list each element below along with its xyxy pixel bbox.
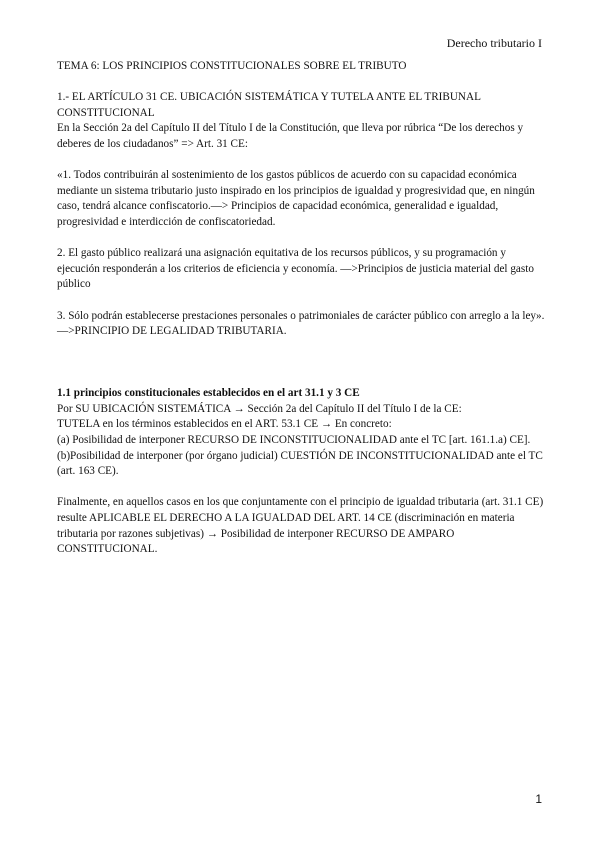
document-title: TEMA 6: LOS PRINCIPIOS CONSTITUCIONALES SOBRE EL TRIBUTO bbox=[57, 60, 407, 72]
tutela-line: TUTELA en los términos establecidos en el ART. 53.1 CE → En concreto: bbox=[57, 418, 392, 431]
page-number: 1 bbox=[535, 792, 542, 806]
section-1-1-heading: 1.1 principios constitucionales establecidos en el art 31.1 y 3 CE bbox=[57, 387, 360, 400]
document-body bbox=[57, 59, 547, 558]
list-item-a: (a) Posibilidad de interponer RECURSO DE INCONSTITUCIONALIDAD ante el TC [art. 161.1.a) CE]. bbox=[57, 434, 531, 447]
article-paragraph-3: 3. Sólo podrán establecerse prestaciones personales o patrimoniales de carácter público con arreglo a la ley». —>PRINCIPIO DE LEGALIDAD TRIBUTARIA. bbox=[57, 309, 545, 338]
systematic-location-line: Por SU UBICACIÓN SISTEMÁTICA → Sección 2a del Capítulo II del Título I de la CE: bbox=[57, 402, 462, 415]
section-1-intro: En la Sección 2a del Capítulo II del Título I de la Constitución, que lleva por rúbrica “De los derechos y deberes de los ciudadanos” => Art. 31 CE: bbox=[57, 122, 524, 150]
section-1-heading: 1.- EL ARTÍCULO 31 CE. UBICACIÓN SISTEMÁTICA Y TUTELA ANTE EL TRIBUNAL CONSTITUCIONAL bbox=[57, 91, 481, 119]
running-header: Derecho tributario I bbox=[446, 36, 542, 50]
list-item-b: (b)Posibilidad de interponer (por órgano judicial) CUESTIÓN DE INCONSTITUCIONALIDAD ante el TC (art. 163 CE). bbox=[57, 449, 543, 478]
final-paragraph: Finalmente, en aquellos casos en los que conjuntamente con el principio de igualdad tributaria (art. 31.1 CE) resulte APLICABLE EL DERECHO A LA IGUALDAD DEL ART. 14 CE (discriminación en materia tributaria por razones subjetivas) → Posibilidad de interponer RECURSO DE AMPARO CONSTITUCIONAL. bbox=[57, 496, 544, 556]
article-paragraph-1: «1. Todos contribuirán al sostenimiento de los gastos públicos de acuerdo con su capacidad económica mediante un sistema tributario justo inspirado en los principios de igualdad y progresividad que, en ningún caso, tendrá alcance confiscatorio.—> Principios de capacidad económica, generalidad e igualdad, progresividad e interdicción de confiscatoriedad. bbox=[57, 169, 535, 228]
article-paragraph-2: 2. El gasto público realizará una asignación equitativa de los recursos públicos, y su programación y ejecución responderán a los criterios de eficiencia y economía. —>Principios de justicia material del gasto público bbox=[57, 247, 534, 291]
